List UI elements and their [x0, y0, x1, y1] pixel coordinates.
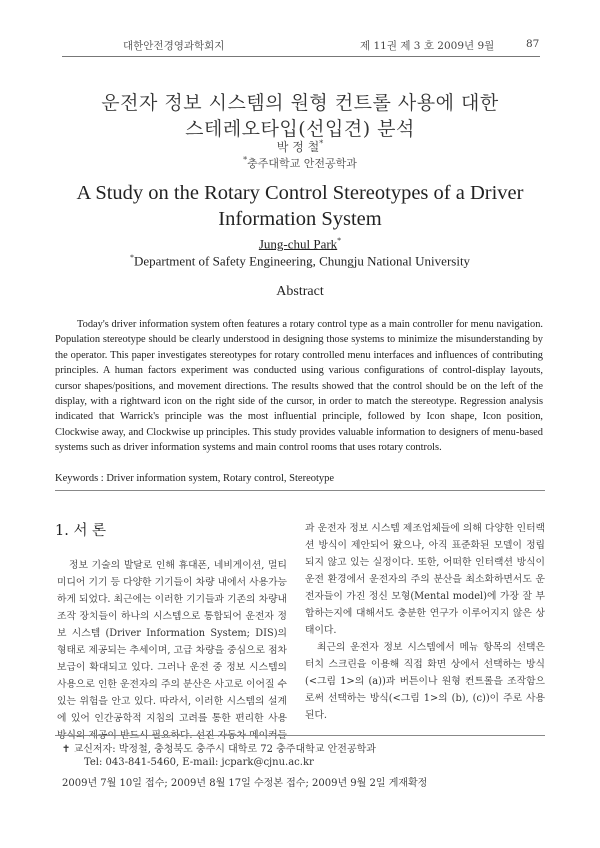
abstract-rule: [55, 490, 545, 491]
korean-affiliation: *충주대학교 안전공학과: [243, 155, 357, 170]
korean-author-name: 박 정 철: [276, 140, 320, 154]
footnote-line2: Tel: 043-841-5460, E-mail: jcpark@cjnu.ac.kr: [84, 757, 314, 768]
page-number: 87: [526, 38, 540, 50]
footnote-correspondence: 교신저자: 박정철, 충청북도 충주시 대학로 72 충주대학교 안전공학과: [73, 744, 376, 755]
footnote-line1: [62, 740, 376, 755]
section-heading: 1. 서 론: [55, 523, 107, 539]
keywords: Keywords : Driver information system, Rotary control, Stereotype: [55, 473, 335, 484]
abstract-heading: Abstract: [276, 284, 324, 299]
right-paragraph-1: 과 운전자 정보 시스템 제조업체들에 의해 다양한 인터랙션 방식이 제안되어 왔으나, 아직 표준화된 모델이 정립되지 않고 있는 실정이다. 또한, 어떠한 인터랙션 방식이 운전 환경에서 운전자의 주의 분산을 최소화하면서도 운전자들이 가진 정신 모형(Mental model)에 가장 잘 부합하는지에 대해서도 충분한 연구가 이루어지지 않은 상태이다.: [305, 523, 545, 636]
footnote-line3: 2009년 7월 10일 접수; 2009년 8월 17일 수정본 접수; 2009년 9월 2일 게재확정: [62, 778, 428, 789]
abstract-text: Today's driver information system often features a rotary control type as a main controller for menu navigation. Population stereotype should be clearly understood in designing those systems to minimize the misunderstanding by the operator. This paper investigates stereotypes for rotary controlled menu interfaces and influences of contributing principles. A human factors experiment was conducted using various configurations of control-display layouts, cursor shapes/positions, and movement directions. The results showed that the control should be on the left of the display, with a rightward icon on the right side of the cursor, in order to match the stereotype. Regression analysis indicated that Warrick's principle was the most influential principle, followed by Icon shape, Icon position, Clockwise away, and Clockwise up principles. This study provides valuable information to designers of menu-based systems such as driver information systems and main control rooms that uses rotary controls.: [55, 319, 543, 454]
english-affiliation-text: Department of Safety Engineering, Chungju National University: [133, 253, 471, 269]
left-column-text: 정보 기술의 발달로 인해 휴대폰, 네비게이션, 멀티미디어 기기 등 다양한 기기들이 차량 내에서 사용가능하게 되었다. 최근에는 이러한 기기들과 기존의 차량내 조작 장치들이 하나의 시스템으로 통합되어 운전자 정보 시스템 (Driver Information System; DIS)의 형태로 제공되는 추세이며, 고급 차량을 중심으로 점차 보급이 확대되고 있다. 그러나 운전 중 정보 시스템의 사용으로 인한 운전자의 주의 분산은 사고로 이어질 수 있는 위험을 안고 있다. 따라서, 이러한 시스템의 설계에 있어 인간공학적 지침의 고려를 통한 편리한 사용: [57, 560, 288, 724]
dagger-icon: ✝: [62, 744, 71, 755]
journal-name: 대한안전경영과학회지: [123, 40, 225, 52]
english-title-line2: Information System: [218, 208, 382, 230]
right-column-text: [305, 520, 545, 724]
korean-title-line1: 운전자 정보 시스템의 원형 컨트롤 사용에 대한: [101, 92, 499, 114]
korean-author: 박 정 철*: [276, 139, 324, 154]
right-paragraph-2: 최근의 운전자 정보 시스템에서 메뉴 항목의 선택은 터치 스크린을 이용해 직접 화면 상에서 선택하는 방식(<그림 1>의 (a))과 버튼이나 원형 컨트롤을 조작함으로써 선택하는 방식(<그림 1>의 (b), (c))이 주로 사용된다.: [305, 642, 545, 721]
english-author-name: Jung-chul Park: [258, 236, 338, 252]
english-title-line1: A Study on the Rotary Control Stereotypes of a Driver: [76, 182, 524, 204]
english-affiliation: *Department of Safety Engineering, Chungju National University: [129, 253, 471, 269]
header-rule: [62, 56, 540, 57]
footnote-rule: [55, 735, 545, 736]
korean-title-line2: 스테레오타입(선입견) 분석: [185, 118, 415, 140]
korean-affiliation-text: 충주대학교 안전공학과: [247, 157, 357, 170]
issue-info: 제 11권 제 3 호 2009년 9월: [360, 40, 495, 52]
english-author: Jung-chul Park*: [258, 236, 342, 252]
